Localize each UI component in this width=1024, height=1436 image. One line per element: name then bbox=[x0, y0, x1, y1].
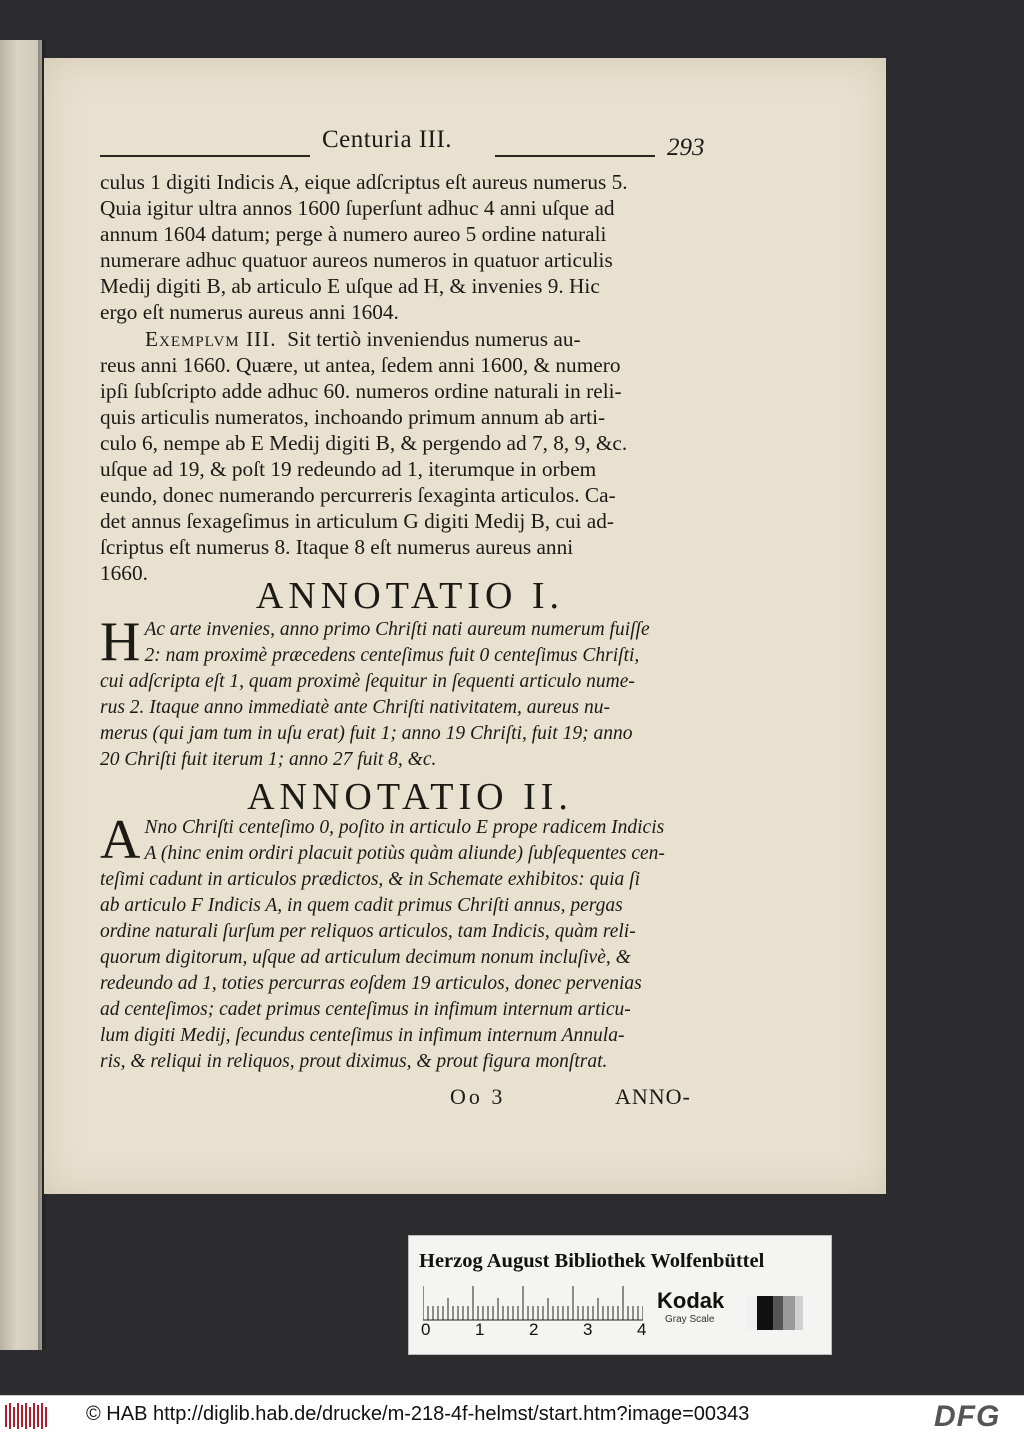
example-line: det annus ſexageſimus in articulum G digiti Medij B, cui ad- bbox=[100, 509, 614, 534]
annotatio-2-heading: ANNOTATIO II. bbox=[247, 776, 573, 818]
swatch-black bbox=[757, 1296, 773, 1330]
example-line: ipſi ſubſcripto adde adhuc 60. numeros ordine naturali in reli- bbox=[100, 378, 622, 403]
example-line: eundo, donec numerando percurreris ſexaginta articulos. Ca- bbox=[100, 483, 616, 508]
kodak-brand: Kodak bbox=[657, 1288, 725, 1313]
annot-line: rus 2. Itaque anno immediatè ante Chriſti nativitatem, aureus nu- bbox=[100, 697, 611, 718]
body-line: culus 1 digiti Indicis A, eique adſcriptus eſt aureus numerus 5. bbox=[100, 170, 628, 194]
annot-line: Ac arte invenies, anno primo Chriſti nati aureum numerum fuiſſe bbox=[144, 619, 650, 640]
body-text bbox=[100, 169, 720, 587]
annot-line: merus (qui jam tum in uſu erat) fuit 1; anno 19 Chriſti, fuit 19; anno bbox=[100, 723, 633, 744]
drop-cap: H bbox=[100, 611, 141, 673]
gray-swatches bbox=[747, 1296, 803, 1330]
annot-line: lum digiti Medij, ſecundus centeſimus in infimum internum Annula- bbox=[100, 1025, 625, 1046]
example-label: Exemplvm III. bbox=[145, 326, 277, 351]
ruler-scale bbox=[423, 1284, 643, 1324]
running-head bbox=[100, 126, 718, 161]
annot-line: Nno Chriſti centeſimo 0, poſito in articulo E prope radicem Indicis bbox=[144, 817, 665, 838]
body-line: ergo eſt numerus aureus anni 1604. bbox=[100, 300, 399, 325]
running-head-title: Centuria III. bbox=[322, 126, 453, 153]
gray-scale-label: Gray Scale bbox=[665, 1314, 715, 1325]
annot-line: ris, & reliqui in reliquos, prout diximus, & prout figura monſtrat. bbox=[100, 1051, 608, 1072]
signature-mark: Oo 3 bbox=[450, 1084, 506, 1109]
annot-line: ad centeſimos; cadet primus centeſimus in infimum internum articu- bbox=[100, 999, 631, 1020]
annot-line: redeundo ad 1, toties percurras eoſdem 19 articulos, donec pervenias bbox=[100, 973, 642, 994]
annot-line: 2: nam proximè præcedens centeſimus fuit 0 centeſimus Chriſti, bbox=[144, 645, 640, 666]
body-line: Quia igitur ultra annos 1600 ſuperſunt adhuc 4 anni uſque ad bbox=[100, 196, 615, 221]
annot-line: quorum digitorum, uſque ad articulum decimum nonum incluſivè, & bbox=[100, 947, 631, 968]
ruler-number: 4 bbox=[637, 1320, 647, 1339]
body-line: Medij digiti B, ab articulo E uſque ad H, & invenies 9. Hic bbox=[100, 274, 600, 299]
swatch-dark-gray bbox=[773, 1296, 783, 1330]
swatch-white bbox=[747, 1296, 757, 1330]
example-line: culo 6, nempe ab E Medij digiti B, & pergendo ad 7, 8, 9, &c. bbox=[100, 430, 628, 455]
footer-source-link[interactable]: © HAB http://diglib.hab.de/drucke/m-218-4f-helmst/start.htm?image=00343 bbox=[86, 1403, 750, 1425]
annotatio-2-text bbox=[100, 809, 720, 1075]
page-number: 293 bbox=[667, 134, 705, 161]
annot-line: A (hinc enim ordiri placuit potiùs quàm aliunde) ſubſequentes cen- bbox=[144, 843, 665, 864]
annot-line: ab articulo F Indicis A, in quem cadit primus Chriſti annus, pergas bbox=[100, 895, 623, 916]
card-title: Herzog August Bibliothek Wolfenbüttel bbox=[419, 1250, 765, 1272]
ruler-numbers bbox=[421, 1320, 651, 1342]
annotatio-1-text bbox=[100, 611, 720, 773]
annotatio-1-heading: ANNOTATIO I. bbox=[255, 575, 565, 617]
example-line: reus anni 1660. Quære, ut antea, ſedem anni 1600, & numero bbox=[100, 352, 621, 377]
hab-barcode-logo-icon bbox=[4, 1401, 48, 1431]
ruler-number: 1 bbox=[475, 1320, 485, 1339]
ruler-number: 0 bbox=[421, 1320, 431, 1339]
swatch-mid-gray bbox=[783, 1296, 795, 1330]
example-line: 1660. bbox=[100, 561, 148, 586]
annot-line: ordine naturali ſurſum per reliquos articulos, tam Indicis, quàm reli- bbox=[100, 921, 636, 942]
annot-line: 20 Chriſti fuit iterum 1; anno 27 fuit 8, &c. bbox=[100, 749, 437, 770]
example-line: Sit tertiò inveniendus numerus au- bbox=[287, 326, 581, 351]
annot-line: teſimi cadunt in articulos prædictos, & in Schemate exhibitos: quia ſi bbox=[100, 869, 640, 890]
viewer-footer bbox=[0, 1395, 1024, 1436]
example-line: ſcriptus eſt numerus 8. Itaque 8 eſt numerus aureus anni bbox=[100, 535, 574, 560]
dfg-logo: DFG bbox=[934, 1400, 1001, 1433]
example-line: quis articulis numeratos, inchoando primum annum ab arti- bbox=[100, 404, 606, 429]
head-rule-right bbox=[495, 155, 655, 157]
left-page-edge bbox=[0, 40, 42, 1350]
annot-line: cui adſcripta eſt 1, quam proximè ſequitur in ſequenti articulo nume- bbox=[100, 671, 635, 692]
drop-cap: A bbox=[100, 809, 141, 871]
swatch-light-gray bbox=[795, 1296, 803, 1330]
ruler-number: 2 bbox=[529, 1320, 539, 1339]
body-line: numerare adhuc quatuor aureos numeros in quatuor articulis bbox=[100, 248, 613, 273]
body-line: annum 1604 datum; perge à numero aureo 5 ordine naturali bbox=[100, 222, 607, 247]
color-reference-card bbox=[408, 1235, 832, 1355]
catchword: ANNO- bbox=[615, 1084, 691, 1109]
head-rule-left bbox=[100, 155, 310, 157]
example-line: uſque ad 19, & poſt 19 redeundo ad 1, iterumque in orbem bbox=[100, 457, 597, 482]
ruler-number: 3 bbox=[583, 1320, 593, 1339]
example-first-line bbox=[100, 326, 720, 352]
